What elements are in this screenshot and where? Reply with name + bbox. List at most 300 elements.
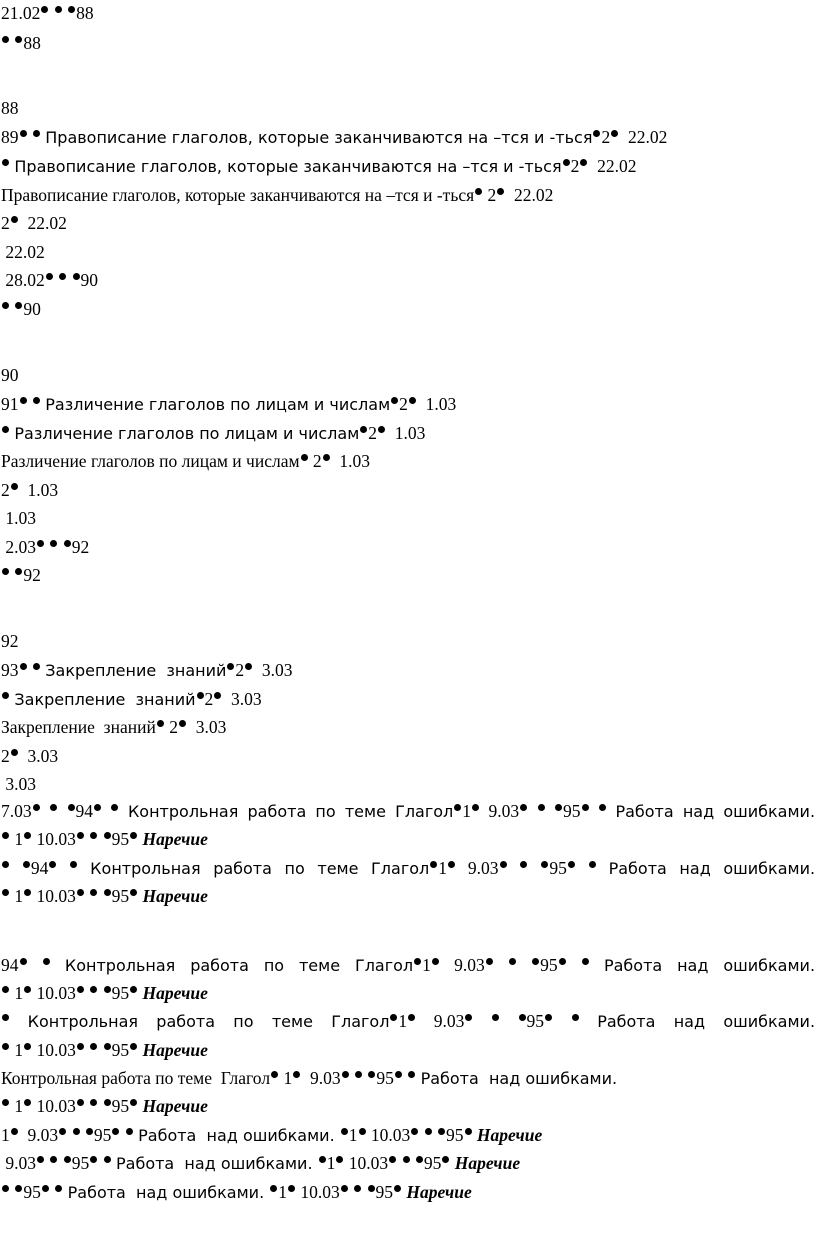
text-run: 2 [1, 480, 10, 500]
bullet-icon [227, 663, 234, 670]
bullet-icon [90, 1043, 97, 1050]
text-run: Работа над ошибками. [603, 956, 816, 975]
bullet-icon [112, 1128, 119, 1135]
text-run [45, 537, 49, 557]
text-line [1, 299, 41, 319]
text-run [363, 1068, 367, 1088]
bullet-icon [157, 720, 164, 727]
bullet-icon [70, 861, 77, 868]
text-run: 95 [111, 1040, 130, 1060]
text-run [433, 1125, 437, 1145]
text-run: 10.03 [32, 829, 76, 849]
bullet-icon [319, 1156, 326, 1163]
text-run: 10.03 [32, 1096, 76, 1116]
bullet-icon [77, 1043, 84, 1050]
bullet-icon [11, 483, 18, 490]
text-run [85, 886, 89, 906]
text-run [10, 1011, 28, 1031]
text-run [98, 983, 102, 1003]
bullet-icon [2, 302, 9, 309]
bullet-icon [15, 1185, 22, 1192]
text-run [473, 1011, 491, 1031]
text-run: Работа над ошибками. [597, 1012, 816, 1031]
text-run [580, 1011, 598, 1031]
text-run: Закрепление знаний [45, 661, 227, 680]
text-run [50, 1182, 54, 1202]
text-run: 9.03 [456, 858, 499, 878]
bullet-icon [416, 1156, 423, 1163]
text-run: Правописание глаголов, которые заканчиваются на –тся и -ться [14, 157, 562, 176]
bullet-icon [50, 1156, 57, 1163]
text-run: 3.03 [186, 717, 227, 737]
text-run: 95 [111, 983, 130, 1003]
bullet-icon [355, 1071, 362, 1078]
text-run: 95 [540, 955, 558, 975]
text-run: 10.03 [366, 1125, 411, 1145]
bullet-icon [104, 889, 111, 896]
text-run: 22.02 [18, 213, 67, 233]
text-run: 1 [10, 886, 24, 906]
bullet-icon [11, 749, 18, 756]
text-run: 1 [326, 1153, 336, 1173]
bullet-icon [2, 568, 9, 575]
text-run: 95 [423, 1153, 442, 1173]
bullet-icon [55, 6, 62, 13]
bullet-icon [64, 540, 71, 547]
text-run [49, 3, 53, 23]
bullet-icon [33, 663, 40, 670]
text-run: 2 [483, 185, 497, 205]
bullet-icon [270, 1185, 277, 1192]
bullet-icon [465, 1128, 472, 1135]
bullet-icon [68, 804, 75, 811]
text-run [58, 1153, 62, 1173]
text-run: Контрольная работа по теме Глагол [127, 802, 454, 821]
bullet-icon [336, 1156, 343, 1163]
bullet-icon [43, 958, 50, 965]
bullet-icon [50, 540, 57, 547]
bullet-icon [214, 692, 221, 699]
bullet-icon [500, 861, 507, 868]
bullet-icon [37, 1156, 44, 1163]
bullet-icon [378, 426, 385, 433]
text-line [1, 1182, 472, 1203]
section-heading: Наречие [142, 1096, 208, 1116]
text-run: 95 [23, 1182, 41, 1202]
text-run: Различение глаголов по лицам и числам [14, 424, 360, 443]
bullet-icon [2, 159, 9, 166]
bullet-icon [359, 1128, 366, 1135]
bullet-icon [86, 1128, 93, 1135]
bullet-icon [73, 1128, 80, 1135]
text-run: 1.03 [1, 508, 36, 528]
bullet-icon [414, 958, 421, 965]
text-run: 3.03 [18, 746, 59, 766]
text-run: 2.03 [1, 537, 36, 557]
bullet-icon [15, 36, 22, 43]
text-run: 1 [348, 1125, 358, 1145]
bullet-icon [33, 804, 40, 811]
text-run: 28.02 [1, 270, 45, 290]
text-run: Различение глаголов по лицам и числам [1, 451, 300, 471]
text-run: 95 [563, 801, 581, 821]
bullet-icon [390, 1014, 397, 1021]
section-heading: Наречие [476, 1125, 543, 1145]
bullet-icon [49, 861, 56, 868]
text-run [576, 858, 588, 878]
bullet-icon [2, 692, 9, 699]
bullet-icon [37, 540, 44, 547]
bullet-icon [389, 1156, 396, 1163]
text-run [517, 955, 531, 975]
bullet-icon [408, 1071, 415, 1078]
text-line [1, 537, 89, 557]
bullet-icon [2, 861, 9, 868]
text-run [597, 858, 609, 878]
text-run [350, 1068, 354, 1088]
bullet-icon [403, 1156, 410, 1163]
bullet-icon [541, 861, 548, 868]
bullet-icon [197, 692, 204, 699]
text-run: 10.03 [344, 1153, 389, 1173]
bullet-icon [589, 861, 596, 868]
bullet-icon [497, 188, 504, 195]
bullet-icon [130, 832, 137, 839]
bullet-icon [11, 216, 18, 223]
text-line [1, 1125, 542, 1146]
bullet-icon [520, 804, 527, 811]
text-run: 1.03 [416, 394, 457, 414]
text-line [1, 983, 208, 1003]
text-line [1, 270, 98, 290]
text-line [1, 689, 262, 710]
text-run: 1 [398, 1011, 408, 1031]
bullet-icon [411, 1128, 418, 1135]
bullet-icon [24, 986, 31, 993]
bullet-icon [104, 986, 111, 993]
text-run: 22.02 [1, 242, 45, 262]
bullet-icon [545, 1014, 552, 1021]
text-run [494, 955, 508, 975]
bullet-icon [368, 1071, 375, 1078]
text-run: 9.03 [439, 955, 485, 975]
text-run: 10.03 [32, 1040, 76, 1060]
text-run: Контрольная работа по теме Глагол [90, 859, 430, 878]
bullet-icon [430, 861, 437, 868]
text-run [54, 270, 58, 290]
text-run: 2 [1, 746, 10, 766]
bullet-icon [15, 302, 22, 309]
bullet-icon [24, 1043, 31, 1050]
bullet-icon [77, 889, 84, 896]
text-run: 7.03 [1, 801, 32, 821]
text-run: 10.03 [296, 1182, 340, 1202]
bullet-icon [24, 889, 31, 896]
bullet-icon [442, 1156, 449, 1163]
bullet-icon [555, 804, 562, 811]
text-line [1, 98, 19, 118]
text-run [98, 886, 102, 906]
bullet-icon [538, 804, 545, 811]
bullet-icon [90, 986, 97, 993]
bullet-icon [68, 6, 75, 13]
bullet-icon [90, 1099, 97, 1106]
bullet-icon [391, 397, 398, 404]
text-run: 2 [1, 213, 10, 233]
bullet-icon [360, 426, 367, 433]
text-run [67, 1125, 71, 1145]
bullet-icon [395, 1071, 402, 1078]
bullet-icon [64, 1156, 71, 1163]
text-run [98, 829, 102, 849]
text-run [403, 1068, 407, 1088]
text-run: 2 [308, 451, 322, 471]
text-run: 95 [111, 829, 130, 849]
text-run: 94 [30, 858, 49, 878]
text-run [28, 955, 42, 975]
text-run: 1 [10, 983, 24, 1003]
bullet-icon [11, 1128, 18, 1135]
bullet-icon [2, 832, 9, 839]
text-run: 10.03 [32, 886, 76, 906]
bullet-icon [582, 958, 589, 965]
text-run: 94 [1, 955, 19, 975]
bullet-icon [341, 1128, 348, 1135]
text-line [1, 185, 553, 205]
text-run: Работа над ошибками. [608, 859, 816, 878]
text-line [1, 242, 45, 262]
text-run [81, 1125, 85, 1145]
bullet-icon [46, 273, 53, 280]
text-run: Работа над ошибками. [67, 1183, 270, 1202]
bullet-icon [611, 130, 618, 137]
bullet-icon [2, 1099, 9, 1106]
bullet-icon [111, 804, 118, 811]
bullet-icon [55, 1185, 62, 1192]
text-run [85, 829, 89, 849]
bullet-icon [2, 889, 9, 896]
bullet-icon [20, 130, 27, 137]
text-run: 9.03 [480, 801, 520, 821]
text-run: 95 [71, 1153, 90, 1173]
text-line [1, 631, 19, 651]
bullet-icon [454, 804, 461, 811]
text-run [28, 127, 32, 147]
bullet-icon [130, 1099, 137, 1106]
text-run: 2 [368, 423, 378, 443]
text-run: 1.03 [386, 423, 426, 443]
text-run [546, 801, 554, 821]
bullet-icon [409, 397, 416, 404]
text-run: Закрепление знаний [1, 717, 156, 737]
text-line [1, 886, 208, 906]
text-run: 95 [526, 1011, 545, 1031]
text-run: 88 [23, 33, 41, 53]
bullet-icon [126, 1128, 133, 1135]
bullet-icon [104, 1156, 111, 1163]
bullet-icon [563, 159, 570, 166]
bullet-icon [492, 1014, 499, 1021]
section-heading: Наречие [142, 983, 208, 1003]
text-run [98, 1096, 102, 1116]
bullet-icon [572, 1014, 579, 1021]
text-run [528, 858, 540, 878]
bullet-icon [20, 663, 27, 670]
bullet-icon [23, 861, 30, 868]
text-line [1, 365, 19, 385]
text-run: 2 [204, 689, 214, 709]
text-run [10, 33, 14, 53]
text-run: 22.02 [619, 127, 668, 147]
text-run: Контрольная работа по теме Глагол [64, 956, 414, 975]
text-run [349, 1182, 353, 1202]
bullet-icon [77, 832, 84, 839]
text-run: 95 [446, 1125, 464, 1145]
text-run: 95 [111, 1096, 130, 1116]
text-run: 95 [375, 1182, 393, 1202]
text-run: 3.03 [222, 689, 262, 709]
text-line [1, 774, 36, 794]
text-run: 9.03 [301, 1068, 341, 1088]
section-heading: Наречие [454, 1153, 521, 1173]
text-run [67, 270, 71, 290]
bullet-icon [59, 273, 66, 280]
text-run: 2 [399, 394, 408, 414]
text-run: 88 [1, 98, 19, 118]
text-run: 1 [278, 1182, 287, 1202]
text-run: Контрольная работа по теме Глагол [1, 1068, 271, 1088]
text-line [1, 717, 226, 737]
text-run [120, 1125, 124, 1145]
text-run [567, 955, 581, 975]
bullet-icon [94, 804, 101, 811]
text-line [1, 423, 425, 444]
text-run: 1 [1, 1125, 10, 1145]
bullet-icon [293, 1071, 300, 1078]
text-line [1, 1068, 617, 1089]
text-run [78, 858, 90, 878]
text-run: Работа над ошибками. [116, 1154, 318, 1173]
bullet-icon [245, 663, 252, 670]
text-line [1, 1040, 208, 1060]
bullet-icon [342, 1071, 349, 1078]
bullet-icon [448, 861, 455, 868]
text-run: 22.02 [588, 156, 637, 176]
text-run: 95 [111, 886, 130, 906]
text-line [1, 480, 58, 500]
text-run: Работа над ошибками. [615, 802, 816, 821]
text-line [1, 127, 667, 148]
text-run: 1 [279, 1068, 293, 1088]
text-run [590, 955, 604, 975]
text-run [411, 1153, 415, 1173]
bullet-icon [408, 1014, 415, 1021]
text-run: 94 [75, 801, 94, 821]
bullet-icon [486, 958, 493, 965]
text-run: 90 [1, 365, 19, 385]
text-run [58, 801, 66, 821]
text-run: 22.02 [505, 185, 554, 205]
text-run [10, 1182, 14, 1202]
text-run [102, 801, 110, 821]
bullet-icon [24, 1099, 31, 1106]
bullet-icon [2, 986, 9, 993]
bullet-icon [20, 958, 27, 965]
text-run: 95 [549, 858, 567, 878]
text-run [85, 1096, 89, 1116]
text-run [419, 1125, 423, 1145]
bullet-icon [179, 720, 186, 727]
text-run: 90 [80, 270, 98, 290]
text-run [45, 1153, 49, 1173]
bullet-icon [24, 832, 31, 839]
text-run: 93 [1, 660, 19, 680]
text-run [508, 858, 520, 878]
bullet-icon [130, 986, 137, 993]
text-run: 1 [10, 1040, 24, 1060]
text-run: Работа над ошибками. [420, 1069, 618, 1088]
bullet-icon [2, 1014, 9, 1021]
text-run [590, 801, 598, 821]
text-run [98, 1153, 102, 1173]
bullet-icon [2, 36, 9, 43]
text-run [85, 1040, 89, 1060]
bullet-icon [599, 804, 606, 811]
text-run: 3.03 [253, 660, 293, 680]
bullet-icon [2, 1043, 9, 1050]
text-run: 21.02 [1, 3, 41, 23]
text-run [553, 1011, 571, 1031]
bullet-icon [2, 1185, 9, 1192]
text-run [28, 660, 32, 680]
text-line [1, 801, 815, 822]
bullet-icon [288, 1185, 295, 1192]
bullet-icon [33, 397, 40, 404]
text-run: 95 [93, 1125, 112, 1145]
text-run [85, 983, 89, 1003]
text-line [1, 955, 815, 976]
bullet-icon [90, 832, 97, 839]
text-run: 92 [23, 565, 41, 585]
text-run [98, 1040, 102, 1060]
bullet-icon [465, 1014, 472, 1021]
text-run [10, 565, 14, 585]
text-run [10, 858, 22, 878]
text-run: 2 [570, 156, 580, 176]
bullet-icon [568, 861, 575, 868]
bullet-icon [59, 1128, 66, 1135]
text-line [1, 213, 67, 233]
bullet-icon [341, 1185, 348, 1192]
bullet-icon [532, 958, 539, 965]
text-run: 92 [71, 537, 90, 557]
text-line [1, 1011, 815, 1032]
text-line [1, 156, 636, 177]
text-run: 1.03 [330, 451, 371, 471]
text-run: 1 [438, 858, 448, 878]
text-run: 1 [462, 801, 472, 821]
bullet-icon [130, 1043, 137, 1050]
text-run: 3.03 [1, 774, 36, 794]
text-line [1, 451, 370, 471]
bullet-icon [90, 889, 97, 896]
bullet-icon [432, 958, 439, 965]
text-line [1, 660, 293, 681]
text-line [1, 565, 41, 585]
text-run: Закрепление знаний [14, 690, 196, 709]
text-run [528, 801, 536, 821]
text-run [500, 1011, 518, 1031]
